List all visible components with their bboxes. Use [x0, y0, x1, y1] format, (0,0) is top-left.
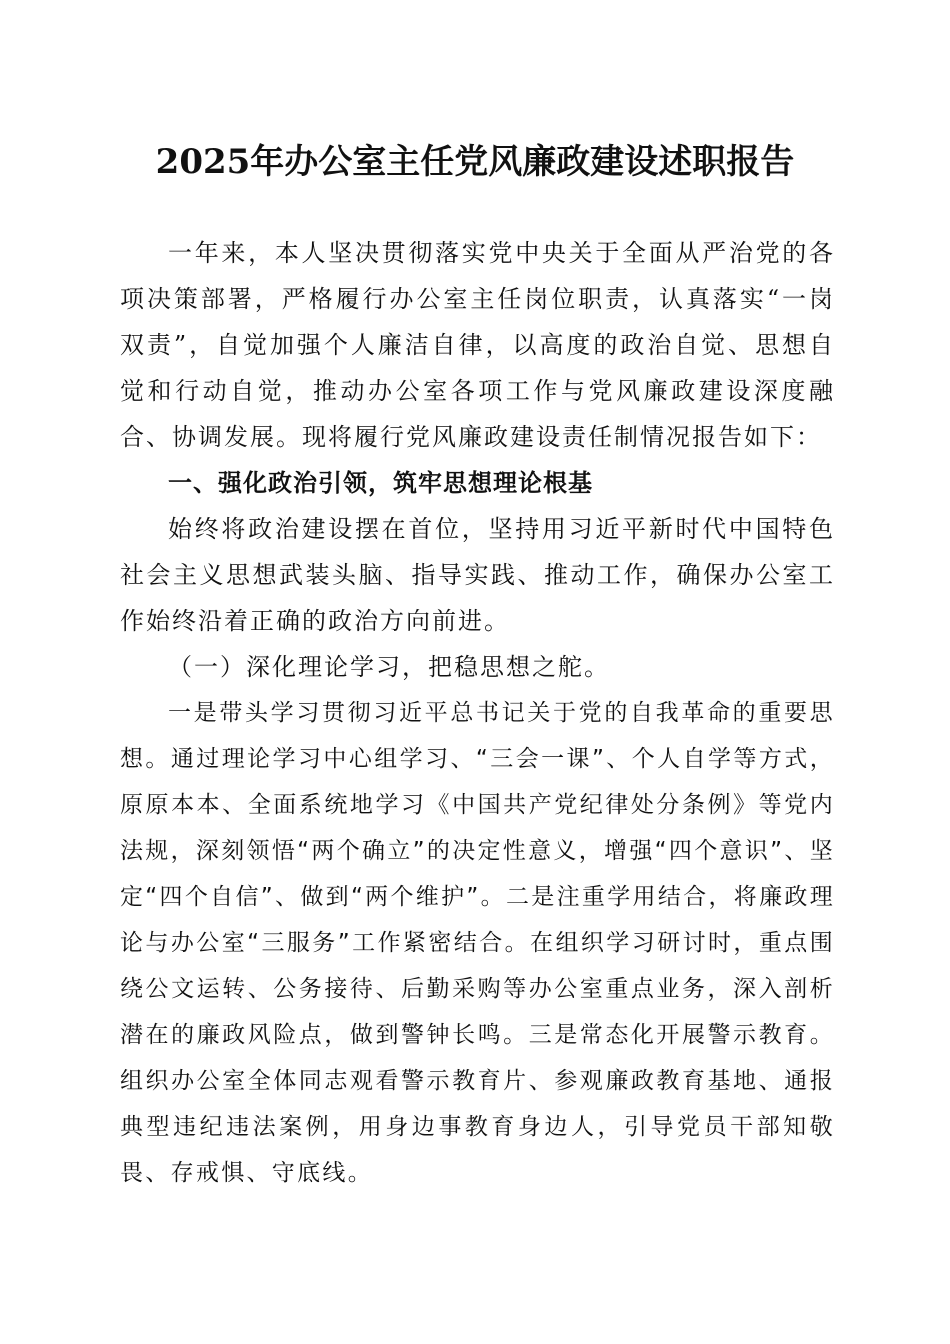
section-heading-1: 一、强化政治引领，筑牢思想理论根基: [168, 468, 593, 497]
intro-paragraph: 一年来，本人坚决贯彻落实党中央关于全面从严治党的各项决策部署，严格履行办公室主任岗位职责，认真落实“一岗双责”，自觉加强个人廉洁自律，以高度的政治自觉、思想自觉和行动自觉，推动办公室各项工作与党风廉政建设深度融合、协调发展。现将履行党风廉政建设责任制情况报告如下：: [120, 239, 835, 451]
section-paragraph-1: 始终将政治建设摆在首位，坚持用习近平新时代中国特色社会主义思想武装头脑、指导实践、推动工作，确保办公室工作始终沿着正确的政治方向前进。: [120, 515, 835, 635]
document-body: [120, 230, 835, 1196]
subsection-heading-1: （一）深化理论学习，把稳思想之舵。: [168, 653, 610, 681]
subsection-paragraph-1: 一是带头学习贯彻习近平总书记关于党的自我革命的重要思想。通过理论学习中心组学习、“三会一课”、个人自学等方式，原原本本、全面系统地学习《中国共产党纪律处分条例》等党内法规，深刻领悟“两个确立”的决定性意义，增强“四个意识”、坚定“四个自信”、做到“两个维护”。二是注重学用结合，将廉政理论与办公室“三服务”工作紧密结合。在组织学习研讨时，重点围绕公文运转、公务接待、后勤采购等办公室重点业务，深入剖析潜在的廉政风险点，做到警钟长鸣。三是常态化开展警示教育。组织办公室全体同志观看警示教育片、参观廉政教育基地、通报典型违纪违法案例，用身边事教育身边人，引导党员干部知敬畏、存戒惧、守底线。: [120, 700, 835, 1186]
document-title: 2025年办公室主任党风廉政建设述职报告: [155, 142, 795, 182]
